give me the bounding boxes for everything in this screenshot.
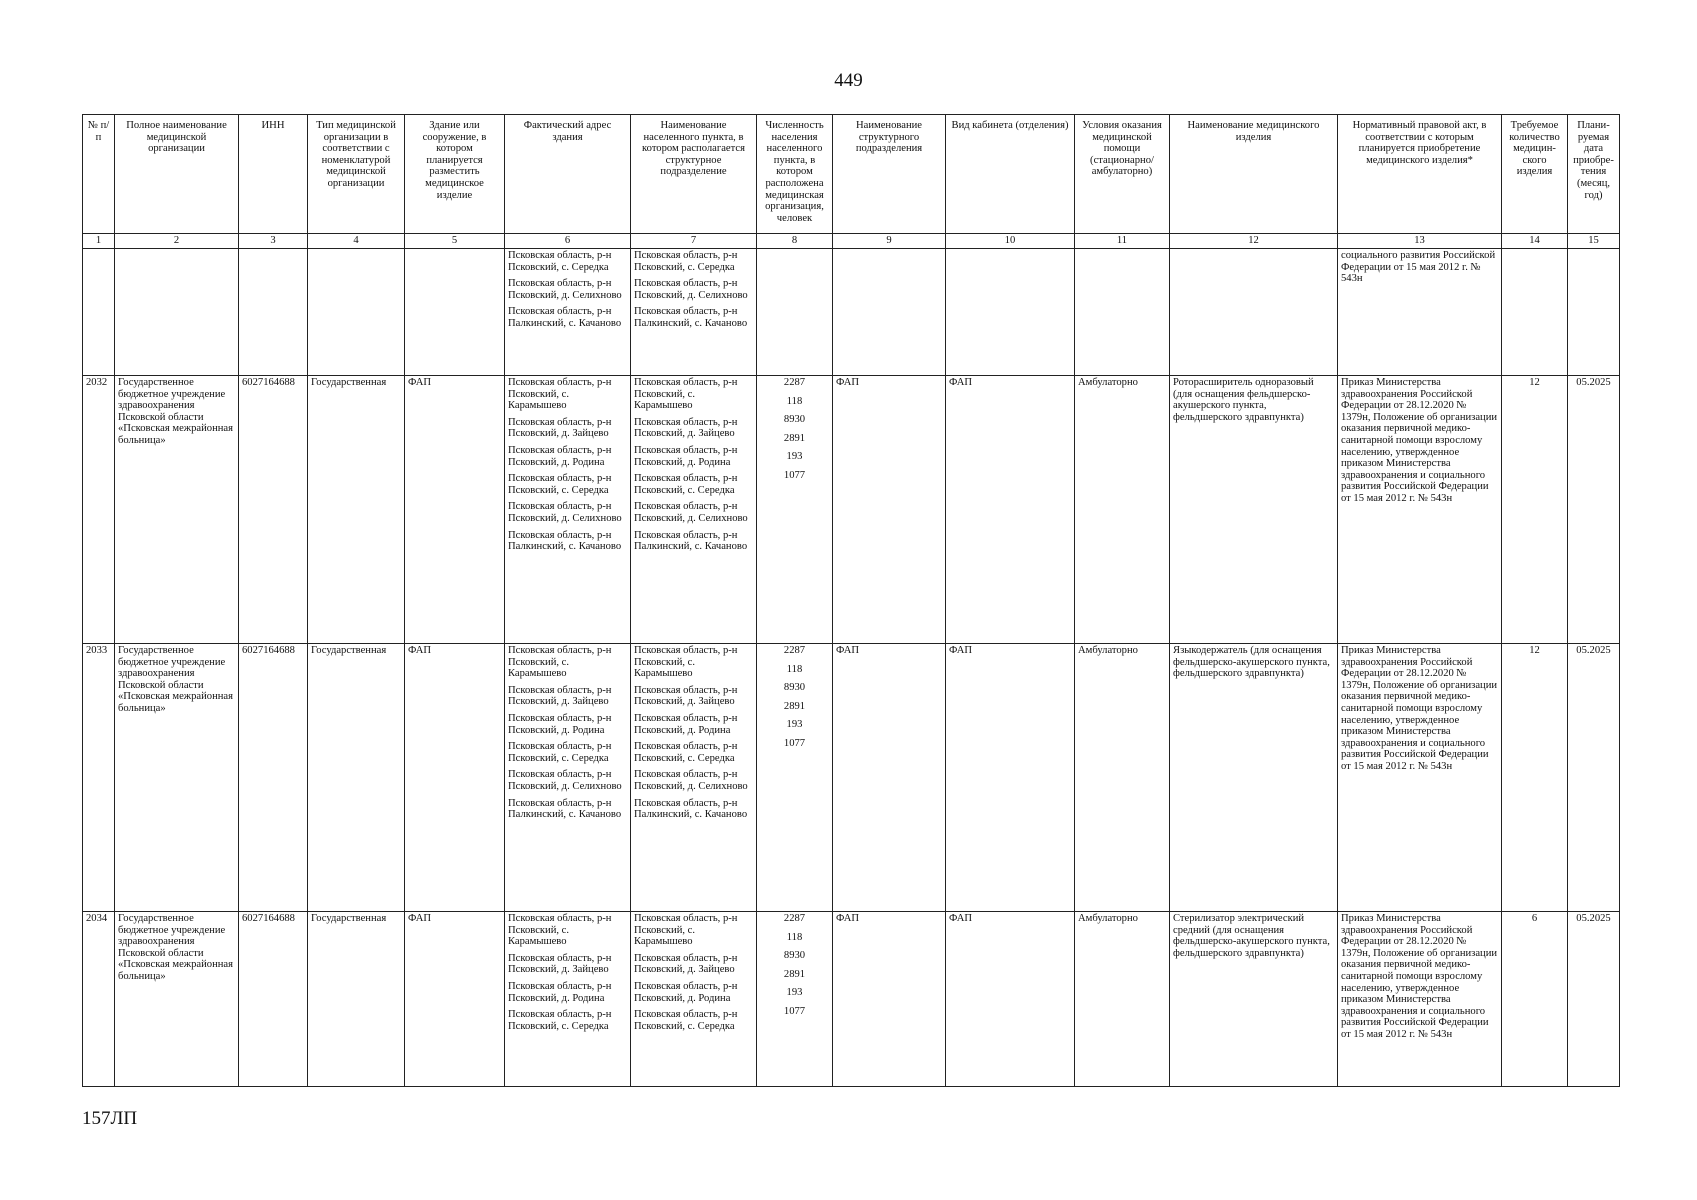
population-value: 1077	[783, 469, 806, 481]
address-entry: Псковская область, р-н Псковский, д. Селихново	[508, 501, 622, 524]
date-cell: 05.2025	[1568, 644, 1620, 912]
column-number: 9	[833, 234, 946, 249]
settlement-entry: Псковская область, р-н Псковский, с. Середка	[634, 1009, 738, 1032]
address-entry: Псковская область, р-н Псковский, с. Карамышево	[508, 913, 612, 948]
header-cell: Нормативный правовой акт, в соответствии с которым планируется приобретение медицинского изделия*	[1338, 115, 1502, 234]
settlement-cell	[631, 644, 757, 912]
column-number: 7	[631, 234, 757, 249]
column-number-row	[83, 234, 1620, 249]
org-type-cell: Государственная	[308, 912, 405, 1087]
table-row	[83, 912, 1620, 1087]
header-cell: Здание или сооружение, в котором планируется разместить медицинское изделие	[405, 115, 505, 234]
column-number: 1	[83, 234, 115, 249]
column-number: 11	[1075, 234, 1170, 249]
org-name-cell: Государственное бюджетное учреждение здравоохранения Псковской области «Псковская межрайонная больница»	[115, 644, 239, 912]
conditions-cell: Амбулаторно	[1075, 912, 1170, 1087]
address-entry: Псковская область, р-н Псковский, с. Середка	[508, 1009, 612, 1032]
inn-cell: 6027164688	[239, 376, 308, 644]
population-value: 2287	[783, 913, 806, 924]
header-cell: ИНН	[239, 115, 308, 234]
quantity-cell: 6	[1502, 912, 1568, 1087]
population-value: 8930	[783, 682, 806, 694]
cabinet-cell: ФАП	[946, 912, 1075, 1087]
settlement-entry: Псковская область, р-н Псковский, д. Селихново	[634, 278, 748, 301]
settlement-entry: Псковская область, р-н Псковский, с. Середка	[634, 250, 738, 273]
settlement-entry: Псковская область, р-н Палкинский, с. Качаново	[634, 797, 748, 821]
column-number: 2	[115, 234, 239, 249]
settlement-entry: Псковская область, р-н Палкинский, с. Качаново	[634, 306, 748, 329]
row-number-cell: 2032	[83, 376, 115, 644]
population-value: 2891	[783, 700, 806, 712]
column-number: 10	[946, 234, 1075, 249]
settlement-entry: Псковская область, р-н Псковский, с. Карамышево	[634, 645, 738, 680]
org-type-cell: Государственная	[308, 376, 405, 644]
population-value: 118	[786, 663, 803, 675]
quantity-cell: 12	[1502, 376, 1568, 644]
address-entry: Псковская область, р-н Псковский, д. Зайцево	[508, 684, 612, 708]
act-cell: Приказ Министерства здравоохранения Российской Федерации от 28.12.2020 № 1379н, Положение об организации оказания первичной медико-санитарной помощи взрослому населению, утвержденное приказом Министерства здравоохранения и социального развития Российской Федерации от 15 мая 2012 г. № 543н	[1338, 376, 1502, 644]
settlement-entry: Псковская область, р-н Псковский, с. Карамышево	[634, 913, 738, 948]
settlement-entry: Псковская область, р-н Псковский, д. Зайцево	[634, 684, 738, 708]
population-cell	[757, 912, 833, 1087]
device-name-cell: Роторасширитель одноразовый (для оснащения фельдшерско-акушерского пункта, фельдшерского здравпункта)	[1170, 376, 1338, 644]
building-cell: ФАП	[405, 644, 505, 912]
address-entry: Псковская область, р-н Псковский, с. Середка	[508, 473, 612, 496]
settlement-entry: Псковская область, р-н Псковский, д. Селихново	[634, 501, 748, 524]
address-entry: Псковская область, р-н Псковский, д. Родина	[508, 980, 612, 1004]
column-number: 14	[1502, 234, 1568, 249]
address-entry: Псковская область, р-н Псковский, с. Середка	[508, 741, 612, 764]
quantity-cell: 12	[1502, 644, 1568, 912]
address-entry: Псковская область, р-н Псковский, д. Зайцево	[508, 952, 612, 976]
population-cell	[757, 644, 833, 912]
conditions-cell: Амбулаторно	[1075, 644, 1170, 912]
date-cell: 05.2025	[1568, 376, 1620, 644]
continuation-row	[83, 249, 1620, 376]
table-row	[83, 644, 1620, 912]
address-cell	[505, 376, 631, 644]
column-number: 4	[308, 234, 405, 249]
column-number: 15	[1568, 234, 1620, 249]
header-cell: Вид кабинета (отделения)	[946, 115, 1075, 234]
device-name-cell: Языкодержатель (для оснащения фельдшерско-акушерского пункта, фельдшерского здравпункта)	[1170, 644, 1338, 912]
header-cell: Численность населения населенного пункта, в котором расположена медицинская организация, человек	[757, 115, 833, 234]
header-cell: Наименование структурного подразделения	[833, 115, 946, 234]
address-cell	[505, 912, 631, 1087]
conditions-cell: Амбулаторно	[1075, 376, 1170, 644]
population-value: 118	[786, 395, 803, 407]
population-value: 1077	[783, 1005, 806, 1017]
org-type-cell: Государственная	[308, 644, 405, 912]
row-number-cell: 2034	[83, 912, 115, 1087]
settlement-entry: Псковская область, р-н Псковский, с. Середка	[634, 473, 738, 496]
population-value: 118	[786, 931, 803, 943]
population-value: 193	[786, 987, 803, 999]
header-cell: Фактический адрес здания	[505, 115, 631, 234]
device-name-cell: Стерилизатор электрический средний (для оснащения фельдшерско-акушерского пункта, фельдшерского здравпункта)	[1170, 912, 1338, 1087]
header-cell: Наименование медицинского изделия	[1170, 115, 1338, 234]
column-number: 8	[757, 234, 833, 249]
settlement-cell	[631, 249, 757, 376]
column-number: 6	[505, 234, 631, 249]
date-cell: 05.2025	[1568, 912, 1620, 1087]
settlement-cell	[631, 912, 757, 1087]
inn-cell: 6027164688	[239, 644, 308, 912]
address-cell	[505, 249, 631, 376]
settlement-entry: Псковская область, р-н Псковский, с. Карамышево	[634, 377, 738, 412]
medical-devices-table	[82, 114, 1620, 1087]
address-entry: Псковская область, р-н Псковский, с. Карамышево	[508, 377, 612, 412]
settlement-entry: Псковская область, р-н Псковский, д. Родина	[634, 980, 738, 1004]
header-cell: Тип медицинской организации в соответствии с номенклатурой медицинской организации	[308, 115, 405, 234]
population-cell	[757, 376, 833, 644]
population-value: 193	[786, 719, 803, 731]
row-number-cell: 2033	[83, 644, 115, 912]
building-cell: ФАП	[405, 912, 505, 1087]
address-entry: Псковская область, р-н Палкинский, с. Качаново	[508, 306, 622, 329]
settlement-entry: Псковская область, р-н Псковский, д. Родина	[634, 444, 738, 468]
population-value: 2287	[783, 377, 806, 388]
header-row	[83, 115, 1620, 234]
act-cell: социального развития Российской Федерации от 15 мая 2012 г. № 543н	[1338, 249, 1502, 376]
population-value: 193	[786, 451, 803, 463]
population-value: 8930	[783, 414, 806, 426]
population-value: 1077	[783, 737, 806, 749]
address-entry: Псковская область, р-н Псковский, с. Карамышево	[508, 645, 612, 680]
table-row	[83, 376, 1620, 644]
address-entry: Псковская область, р-н Псковский, д. Селихново	[508, 769, 622, 792]
header-cell: Плани-руемая дата приобре-тения (месяц, год)	[1568, 115, 1620, 234]
column-number: 12	[1170, 234, 1338, 249]
population-value: 2287	[783, 645, 806, 656]
building-cell: ФАП	[405, 376, 505, 644]
cabinet-cell: ФАП	[946, 644, 1075, 912]
population-value: 2891	[783, 432, 806, 444]
settlement-entry: Псковская область, р-н Псковский, д. Родина	[634, 712, 738, 736]
header-cell: Полное наименование медицинской организации	[115, 115, 239, 234]
cabinet-cell: ФАП	[946, 376, 1075, 644]
address-entry: Псковская область, р-н Псковский, д. Родина	[508, 444, 612, 468]
population-value: 2891	[783, 968, 806, 980]
unit-cell: ФАП	[833, 644, 946, 912]
page-number: 449	[834, 70, 863, 91]
act-cell: Приказ Министерства здравоохранения Российской Федерации от 28.12.2020 № 1379н, Положение об организации оказания первичной медико-санитарной помощи взрослому населению, утвержденное приказом Министерства здравоохранения и социального развития Российской Федерации от 15 мая 2012 г. № 543н	[1338, 644, 1502, 912]
address-entry: Псковская область, р-н Псковский, с. Середка	[508, 250, 612, 273]
address-entry: Псковская область, р-н Палкинский, с. Качаново	[508, 797, 622, 821]
settlement-entry: Псковская область, р-н Псковский, д. Зайцево	[634, 952, 738, 976]
act-cell: Приказ Министерства здравоохранения Российской Федерации от 28.12.2020 № 1379н, Положение об организации оказания первичной медико-санитарной помощи взрослому населению, утвержденное приказом Министерства здравоохранения и социального развития Российской Федерации от 15 мая 2012 г. № 543н	[1338, 912, 1502, 1087]
org-name-cell: Государственное бюджетное учреждение здравоохранения Псковской области «Псковская межрайонная больница»	[115, 376, 239, 644]
footer-code: 157ЛП	[82, 1108, 138, 1129]
address-entry: Псковская область, р-н Псковский, д. Селихново	[508, 278, 622, 301]
column-number: 13	[1338, 234, 1502, 249]
settlement-entry: Псковская область, р-н Псковский, с. Середка	[634, 741, 738, 764]
settlement-entry: Псковская область, р-н Псковский, д. Селихново	[634, 769, 748, 792]
address-entry: Псковская область, р-н Псковский, д. Родина	[508, 712, 612, 736]
settlement-entry: Псковская область, р-н Палкинский, с. Качаново	[634, 529, 748, 553]
org-name-cell: Государственное бюджетное учреждение здравоохранения Псковской области «Псковская межрайонная больница»	[115, 912, 239, 1087]
population-value: 8930	[783, 950, 806, 962]
settlement-entry: Псковская область, р-н Псковский, д. Зайцево	[634, 416, 738, 440]
address-entry: Псковская область, р-н Псковский, д. Зайцево	[508, 416, 612, 440]
unit-cell: ФАП	[833, 376, 946, 644]
header-cell: Наименование населенного пункта, в котором располагается структурное подразделение	[631, 115, 757, 234]
settlement-cell	[631, 376, 757, 644]
header-cell: Требуемое количество медицин-ского изделия	[1502, 115, 1568, 234]
address-entry: Псковская область, р-н Палкинский, с. Качаново	[508, 529, 622, 553]
column-number: 5	[405, 234, 505, 249]
header-cell: Условия оказания медицинской помощи (стационарно/ амбулаторно)	[1075, 115, 1170, 234]
address-cell	[505, 644, 631, 912]
header-cell: № п/п	[83, 115, 115, 234]
unit-cell: ФАП	[833, 912, 946, 1087]
column-number: 3	[239, 234, 308, 249]
inn-cell: 6027164688	[239, 912, 308, 1087]
